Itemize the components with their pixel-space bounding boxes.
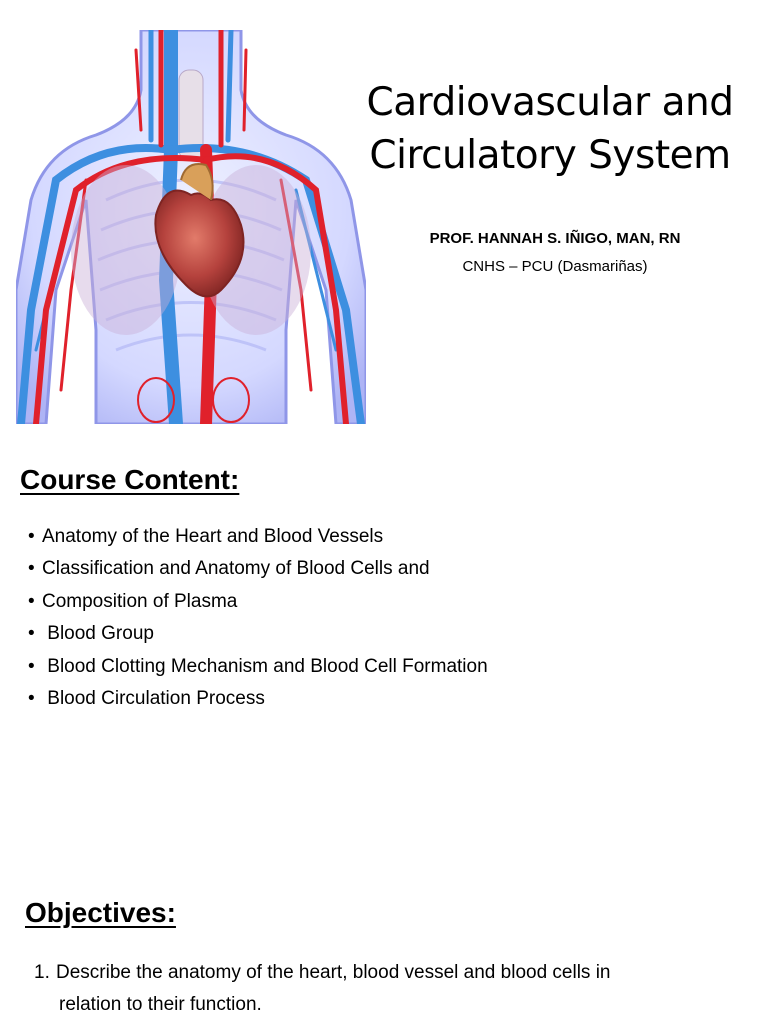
cardiovascular-illustration: [16, 30, 366, 424]
list-item: [28, 622, 488, 654]
bullet: •: [28, 687, 35, 709]
list-item-text: Blood Circulation Process: [42, 687, 265, 709]
bullet: •: [28, 526, 35, 547]
objective-text: Describe the anatomy of the heart, blood vessel and blood cells in: [56, 962, 611, 983]
circulatory-system-figure: [16, 30, 366, 424]
objectives-heading: Objectives:: [25, 897, 176, 928]
list-item-text: Composition of Plasma: [42, 590, 238, 612]
bullet: •: [28, 558, 35, 580]
course-content-heading: Course Content:: [20, 464, 240, 495]
list-item-text: Blood Clotting Mechanism and Blood Cell Formation: [42, 655, 488, 677]
bullet: •: [28, 590, 35, 612]
list-item-text: Blood Group: [42, 623, 154, 645]
title-line-2: Circulatory System: [369, 133, 731, 178]
list-item: [28, 687, 488, 719]
presentation-title: [360, 76, 740, 182]
objective-item: [34, 957, 674, 1021]
list-item: [28, 525, 488, 557]
title-line-1: Cardiovascular and: [366, 80, 734, 125]
bullet: •: [28, 623, 35, 645]
objective-number: 1.: [34, 962, 50, 983]
objectives-list: [34, 957, 674, 1021]
list-item-text: Anatomy of the Heart and Blood Vessels: [42, 526, 384, 547]
author-name: PROF. HANNAH S. IÑIGO, MAN, RN: [429, 230, 681, 247]
list-item: [28, 590, 488, 622]
author-affiliation: CNHS – PCU (Dasmariñas): [462, 258, 648, 275]
bullet: •: [28, 655, 35, 677]
objective-text-continued: relation to their function.: [59, 994, 262, 1015]
list-item: [28, 655, 488, 687]
course-content-list: [28, 525, 488, 719]
list-item-text: Classification and Anatomy of Blood Cells and: [42, 558, 430, 580]
list-item: [28, 557, 488, 589]
